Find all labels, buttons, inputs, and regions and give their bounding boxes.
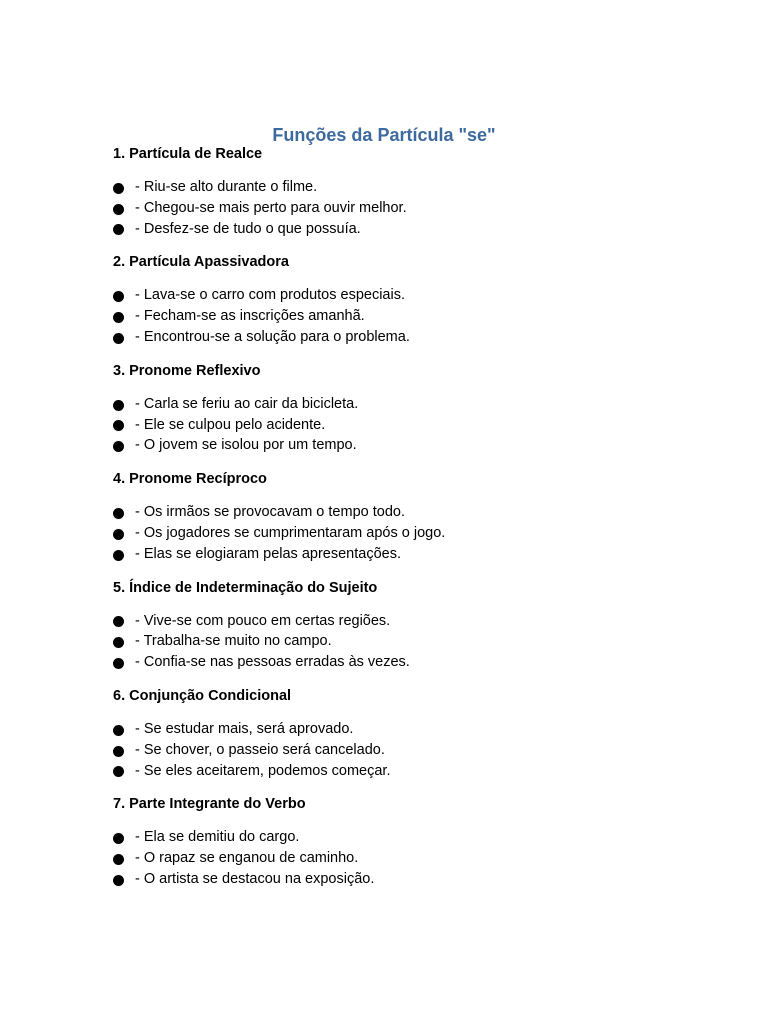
bullet-list <box>113 394 713 456</box>
list-item-text: - Ele se culpou pelo acidente. <box>135 416 326 433</box>
list-item <box>113 435 713 456</box>
bullet-icon <box>113 333 124 344</box>
list-item <box>113 652 713 673</box>
bullet-icon <box>113 183 124 194</box>
bullet-icon <box>113 725 124 736</box>
bullet-icon <box>113 441 124 452</box>
list-item-text: - Fecham-se as inscrições amanhã. <box>135 308 365 325</box>
list-item <box>113 502 713 523</box>
bullet-icon <box>113 508 124 519</box>
list-item <box>113 631 713 652</box>
list-item <box>113 415 713 436</box>
list-item <box>113 177 713 198</box>
list-item-text: - Chegou-se mais perto para ouvir melhor. <box>135 199 407 216</box>
section-heading: 4. Pronome Recíproco <box>113 471 267 488</box>
section-particula-apassivadora <box>113 252 713 347</box>
list-item-text: - Se chover, o passeio será cancelado. <box>135 741 385 758</box>
bullet-icon <box>113 204 124 215</box>
bullet-list <box>113 827 713 889</box>
bullet-icon <box>113 746 124 757</box>
bullet-icon <box>113 312 124 323</box>
list-item-text: - O rapaz se enganou de caminho. <box>135 850 359 867</box>
bullet-icon <box>113 616 124 627</box>
section-heading: 7. Parte Integrante do Verbo <box>113 796 306 813</box>
list-item <box>113 611 713 632</box>
bullet-list <box>113 719 713 781</box>
list-item <box>113 219 713 240</box>
list-item-text: - Riu-se alto durante o filme. <box>135 179 318 195</box>
bullet-icon <box>113 291 124 302</box>
list-item-text: - Confia-se nas pessoas erradas às vezes. <box>135 654 410 671</box>
list-item <box>113 523 713 544</box>
bullet-icon <box>113 420 124 431</box>
page-title: Funções da Partícula "se" <box>272 125 496 145</box>
list-item-text: - Encontrou-se a solução para o problema. <box>135 328 410 345</box>
section-heading: 2. Partícula Apassivadora <box>113 254 289 271</box>
bullet-icon <box>113 400 124 411</box>
list-item <box>113 761 713 782</box>
section-conjuncao-condicional <box>113 686 713 781</box>
section-indice-de-indeterminacao <box>113 578 713 673</box>
list-item-text: - Se eles aceitarem, podemos começar. <box>135 762 391 779</box>
list-item <box>113 544 713 565</box>
bullet-icon <box>113 875 124 886</box>
bullet-icon <box>113 637 124 648</box>
list-item-text: - Se estudar mais, será aprovado. <box>135 720 354 737</box>
list-item-text: - Os irmãos se provocavam o tempo todo. <box>135 504 405 521</box>
list-item-text: - O artista se destacou na exposição. <box>135 870 375 887</box>
list-item-text: - Desfez-se de tudo o que possuía. <box>135 220 361 237</box>
list-item-text: - Os jogadores se cumprimentaram após o jogo. <box>135 524 446 541</box>
list-item <box>113 848 713 869</box>
list-item <box>113 719 713 740</box>
list-item <box>113 285 713 306</box>
list-item <box>113 740 713 761</box>
bullet-list <box>113 285 713 347</box>
list-item <box>113 394 713 415</box>
bullet-icon <box>113 550 124 561</box>
list-item <box>113 306 713 327</box>
section-heading: 5. Índice de Indeterminação do Sujeito <box>113 579 378 596</box>
bullet-icon <box>113 224 124 235</box>
list-item-text: - Lava-se o carro com produtos especiais. <box>135 287 405 304</box>
document-body <box>113 144 713 903</box>
section-pronome-reflexivo <box>113 361 713 456</box>
section-heading: 1. Partícula de Realce <box>113 146 263 162</box>
section-heading: 6. Conjunção Condicional <box>113 687 292 704</box>
list-item-text: - Carla se feriu ao cair da bicicleta. <box>135 395 359 412</box>
bullet-icon <box>113 854 124 865</box>
bullet-icon <box>113 833 124 844</box>
section-particula-de-realce <box>113 144 713 239</box>
section-pronome-reciproco <box>113 469 713 564</box>
list-item <box>113 327 713 348</box>
bullet-list <box>113 502 713 564</box>
bullet-icon <box>113 766 124 777</box>
list-item-text: - Trabalha-se muito no campo. <box>135 633 332 650</box>
list-item <box>113 869 713 890</box>
section-parte-integrante-do-verbo <box>113 794 713 889</box>
bullet-list <box>113 177 713 239</box>
bullet-list <box>113 611 713 673</box>
list-item-text: - Vive-se com pouco em certas regiões. <box>135 612 391 629</box>
list-item-text: - O jovem se isolou por um tempo. <box>135 437 357 454</box>
list-item-text: - Ela se demitiu do cargo. <box>135 829 300 846</box>
bullet-icon <box>113 529 124 540</box>
bullet-icon <box>113 658 124 669</box>
section-heading: 3. Pronome Reflexivo <box>113 362 261 379</box>
list-item-text: - Elas se elogiaram pelas apresentações. <box>135 545 401 562</box>
list-item <box>113 827 713 848</box>
list-item <box>113 198 713 219</box>
